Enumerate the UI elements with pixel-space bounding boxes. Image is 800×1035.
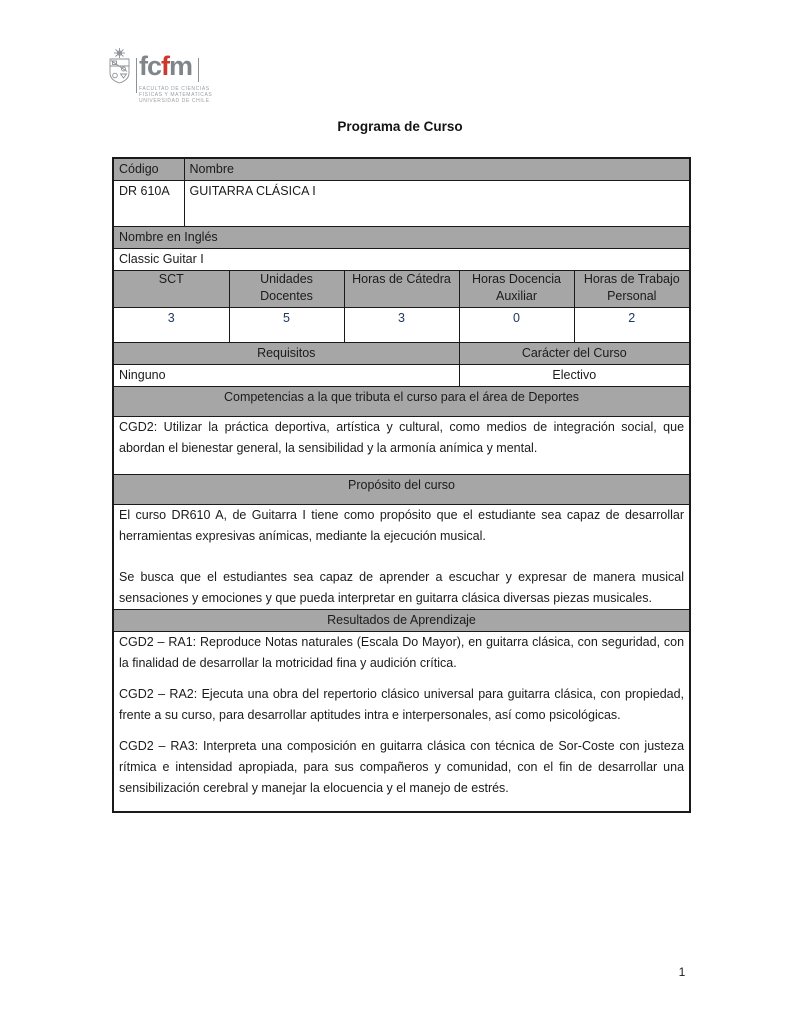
- requisitos-value-cell: Ninguno: [113, 365, 459, 387]
- row-code-name-values: [113, 181, 690, 227]
- logo-letter-m: m: [169, 51, 193, 81]
- university-crest-icon: [106, 47, 133, 85]
- proposito-paragraph-2: Se busca que el estudiantes sea capaz de aprender a escuchar y expresar de manera musical sensaciones y emociones y que pueda interpretar en guitarra clásica diversas piezas musicales.: [119, 570, 685, 605]
- resultado-ra1-paragraph: CGD2 – RA1: Reproduce Notas naturales (Escala Do Mayor), en guitarra clásica, con seguridad, con la finalidad de desarrollar la motricidad fina y audición crítica.: [119, 635, 685, 670]
- logo-caption-line2: FISICAS Y MATEMATICAS: [139, 92, 213, 98]
- row-requisitos-header: [113, 343, 690, 365]
- sct-header-cell: SCT: [113, 271, 229, 308]
- logo-caption-line3: UNIVERSIDAD DE CHILE: [139, 98, 210, 104]
- resultado-ra2-paragraph: CGD2 – RA2: Ejecuta una obra del repertorio clásico universal para guitarra clásica, con propiedad, frente a su curso, para desarrollar aptitudes intra e interpersonales, así como psicológicas.: [119, 687, 685, 722]
- nombre-ingles-value-cell: Classic Guitar I: [113, 249, 690, 271]
- page-number: 1: [678, 965, 686, 979]
- unidades-docentes-header-cell: Unidades Docentes: [229, 271, 344, 308]
- row-proposito-text: [113, 505, 690, 610]
- resultados-text-cell: [113, 632, 690, 812]
- logo-divider-left: [136, 58, 137, 93]
- row-hours-headers: [113, 271, 690, 308]
- logo-caption-line1: FACULTAD DE CIENCIAS: [139, 86, 210, 92]
- nombre-value-cell: GUITARRA CLÁSICA I: [184, 181, 690, 227]
- row-resultados-text: [113, 632, 690, 812]
- nombre-header-cell: Nombre: [184, 158, 690, 181]
- row-competencias-text: [113, 417, 690, 475]
- competencias-paragraph: CGD2: Utilizar la práctica deportiva, artística y cultural, como medios de integración social, que abordan el bienestar general, la sensibilidad y la armonía anímica y mental.: [119, 420, 685, 455]
- competencias-text-cell: [113, 417, 690, 475]
- proposito-text-cell: [113, 505, 690, 610]
- row-requisitos-values: [113, 365, 690, 387]
- horas-catedra-value-cell: 3: [344, 308, 459, 343]
- course-program-table: [112, 157, 691, 813]
- logo-letters-fc: fc: [139, 51, 162, 81]
- competencias-header-cell: Competencias a la que tributa el curso para el área de Deportes: [113, 387, 690, 417]
- resultado-ra3-paragraph: CGD2 – RA3: Interpreta una composición en guitarra clásica con técnica de Sor-Coste con justeza rítmica e intensidad apropiada, para sus compañeros y comunidad, con el fin de desarrollar una sensibilización cerebral y manejar la elocuencia y el manejo de estrés.: [119, 739, 685, 795]
- caracter-value-cell: Electivo: [459, 365, 690, 387]
- horas-docencia-auxiliar-value-cell: 0: [459, 308, 574, 343]
- row-english-name-value: [113, 249, 690, 271]
- row-code-name-header: [113, 158, 690, 181]
- logo-caption: [139, 86, 212, 104]
- fcfm-logo: [106, 45, 216, 107]
- logo-wordmark: [139, 53, 192, 80]
- row-resultados-header: [113, 610, 690, 632]
- nombre-ingles-header-cell: Nombre en Inglés: [113, 227, 690, 249]
- horas-trabajo-personal-header-cell: Horas de Trabajo Personal: [574, 271, 690, 308]
- horas-docencia-auxiliar-header-cell: Horas Docencia Auxiliar: [459, 271, 574, 308]
- logo-divider-right: [198, 58, 199, 82]
- row-hours-values: [113, 308, 690, 343]
- unidades-docentes-value-cell: 5: [229, 308, 344, 343]
- proposito-header-cell: Propósito del curso: [113, 475, 690, 505]
- caracter-header-cell: Carácter del Curso: [459, 343, 690, 365]
- row-competencias-header: [113, 387, 690, 417]
- codigo-value-cell: DR 610A: [113, 181, 184, 227]
- page-title: Programa de Curso: [337, 119, 463, 134]
- logo-letter-f-red: f: [161, 51, 170, 81]
- sct-value-cell: 3: [113, 308, 229, 343]
- horas-trabajo-personal-value-cell: 2: [574, 308, 690, 343]
- requisitos-header-cell: Requisitos: [113, 343, 459, 365]
- horas-catedra-header-cell: Horas de Cátedra: [344, 271, 459, 308]
- row-english-name-header: [113, 227, 690, 249]
- codigo-header-cell: Código: [113, 158, 184, 181]
- row-proposito-header: [113, 475, 690, 505]
- resultados-header-cell: Resultados de Aprendizaje: [113, 610, 690, 632]
- proposito-paragraph-1: El curso DR610 A, de Guitarra I tiene como propósito que el estudiante sea capaz de desarrollar herramientas expresivas anímicas, mediante la ejecución musical.: [119, 508, 685, 543]
